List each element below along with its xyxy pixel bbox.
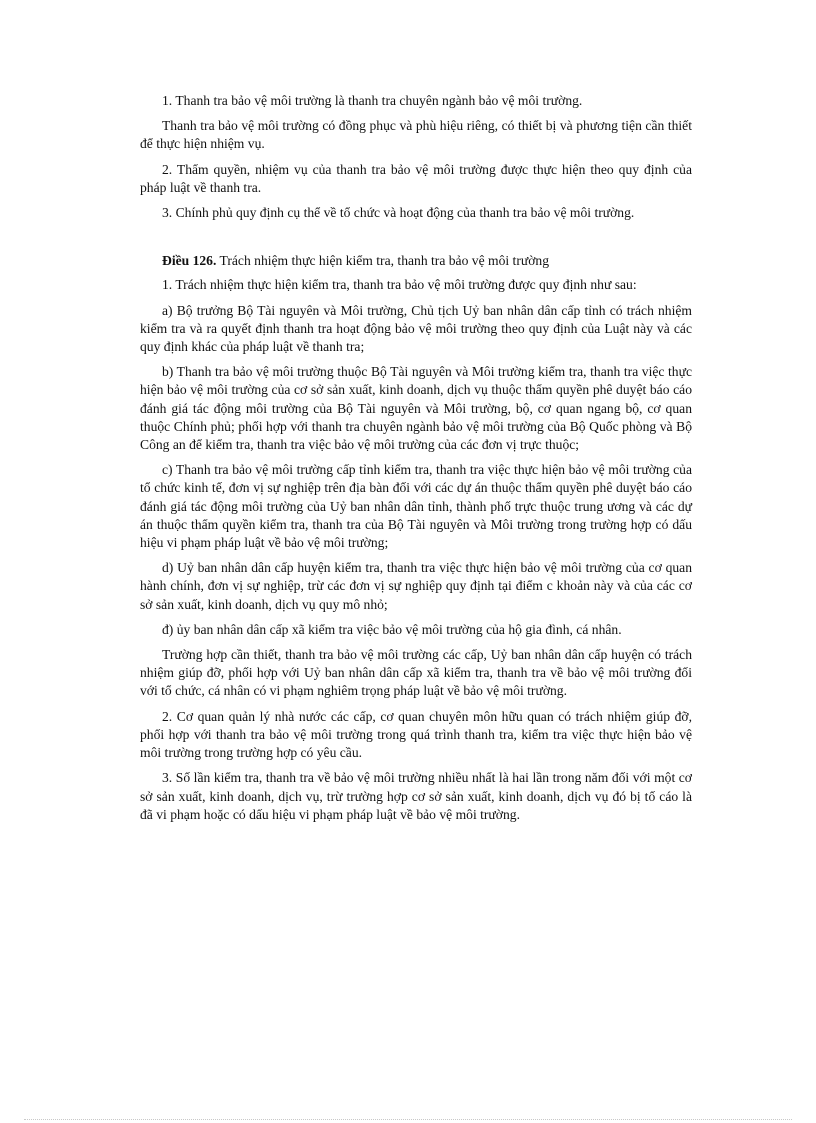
paragraph-item-b: b) Thanh tra bảo vệ môi trường thuộc Bộ Tài nguyên và Môi trường kiểm tra, thanh tra việc thực hiện bảo vệ môi trường của cơ sở sản xuất, kinh doanh, dịch vụ thuộc thẩm quyền phê duyệt báo cáo đánh giá tác động môi trường của Bộ Tài nguyên và Môi trường, bộ, cơ quan ngang bộ, cơ quan thuộc Chính phủ; phối hợp với thanh tra chuyên ngành bảo vệ môi trường của Bộ Quốc phòng và Bộ Công an để kiểm tra, thanh tra việc bảo vệ môi trường của các đơn vị trực thuộc; <box>140 364 692 453</box>
page-bottom-divider <box>24 1119 792 1120</box>
paragraph-inspection-definition: 1. Thanh tra bảo vệ môi trường là thanh tra chuyên ngành bảo vệ môi trường. <box>162 93 583 108</box>
paragraph-responsibility-intro: 1. Trách nhiệm thực hiện kiểm tra, thanh tra bảo vệ môi trường được quy định như sau: <box>162 277 637 293</box>
paragraph-item-dd: đ) ủy ban nhân dân cấp xã kiểm tra việc bảo vệ môi trường của hộ gia đình, cá nhân. <box>162 621 622 637</box>
paragraph-item-d: d) Uỷ ban nhân dân cấp huyện kiểm tra, thanh tra việc thực hiện bảo vệ môi trường của cơ quan hành chính, đơn vị sự nghiệp, trừ các đơn vị sự nghiệp quy định tại điểm c khoản này và của các cơ sở sản xuất, kinh doanh, dịch vụ quy mô nhỏ; <box>140 560 692 612</box>
spacer <box>140 229 692 252</box>
article-number: Điều 126. <box>162 253 217 269</box>
paragraph-authority: 2. Thẩm quyền, nhiệm vụ của thanh tra bảo vệ môi trường được thực hiện theo quy định của pháp luật về thanh tra. <box>140 161 692 195</box>
paragraph-inspection-frequency: 3. Số lần kiểm tra, thanh tra về bảo vệ môi trường nhiều nhất là hai lần trong năm đối với một cơ sở sản xuất, kinh doanh, dịch vụ, trừ trường hợp cơ sở sản xuất, kinh doanh, dịch vụ đó bị tố cáo là đã vi phạm hoặc có dấu hiệu vi phạm pháp luật về bảo vệ môi trường. <box>140 770 692 822</box>
article-title: Trách nhiệm thực hiện kiểm tra, thanh tra bảo vệ môi trường <box>219 253 550 269</box>
paragraph-uniform-equipment: Thanh tra bảo vệ môi trường có đồng phục và phù hiệu riêng, có thiết bị và phương tiện cần thiết để thực hiện nhiệm vụ. <box>140 118 692 152</box>
document-page <box>140 92 692 831</box>
article-heading <box>140 252 692 270</box>
paragraph-necessary-cases: Trường hợp cần thiết, thanh tra bảo vệ môi trường các cấp, Uỷ ban nhân dân cấp huyện có trách nhiệm giúp đỡ, phối hợp với Uỷ ban nhân dân cấp xã kiểm tra, thanh tra về bảo vệ môi trường đối với tổ chức, cá nhân có vi phạm nghiêm trọng pháp luật về bảo vệ môi trường. <box>140 647 692 699</box>
paragraph-item-c: c) Thanh tra bảo vệ môi trường cấp tỉnh kiểm tra, thanh tra việc thực hiện bảo vệ môi trường của tổ chức kinh tế, đơn vị sự nghiệp trên địa bàn đối với các dự án thuộc thẩm quyền phê duyệt báo cáo đánh giá tác động môi trường của Uỷ ban nhân dân tỉnh, thành phố trực thuộc trung ương và các dự án thuộc thẩm quyền kiểm tra, thanh tra của Bộ Tài nguyên và Môi trường trong trường hợp có dấu hiệu vi phạm pháp luật về bảo vệ môi trường; <box>140 462 692 551</box>
paragraph-item-a: a) Bộ trưởng Bộ Tài nguyên và Môi trường, Chủ tịch Uỷ ban nhân dân cấp tỉnh có trách nhiệm kiểm tra và ra quyết định thanh tra hoạt động bảo vệ môi trường theo quy định của Luật này và các quy định khác của pháp luật về thanh tra; <box>140 302 692 355</box>
paragraph-state-agencies: 2. Cơ quan quản lý nhà nước các cấp, cơ quan chuyên môn hữu quan có trách nhiệm giúp đỡ, phối hợp với thanh tra bảo vệ môi trường trong quá trình thanh tra, kiểm tra việc thực hiện bảo vệ môi trường trong trường hợp có yêu cầu. <box>140 708 692 761</box>
paragraph-government-regulation: 3. Chính phủ quy định cụ thể về tổ chức và hoạt động của thanh tra bảo vệ môi trường. <box>162 205 635 221</box>
